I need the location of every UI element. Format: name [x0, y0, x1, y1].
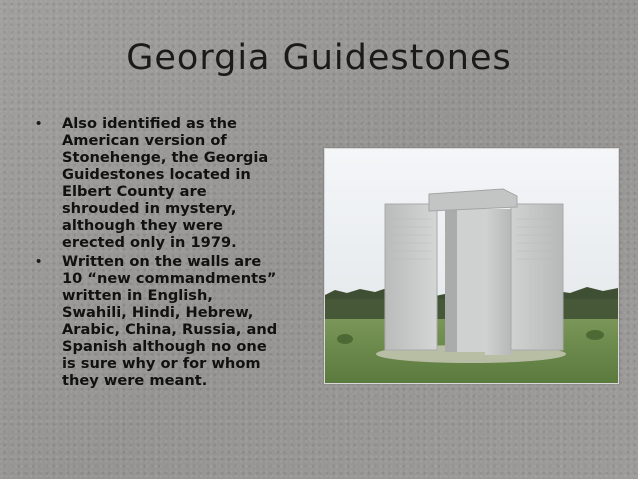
bullet-marker: • — [36, 115, 42, 132]
bullet-list — [36, 115, 311, 391]
bullet-item — [36, 253, 311, 389]
bullet-text: Also identified as the American version of Stonehenge, the Georgia Guidestones located in Elbert County are shrouded in mystery, although they were erected only in 1979. — [62, 115, 269, 251]
bullet-marker: • — [36, 253, 42, 270]
bullet-text: Written on the walls are 10 “new commandments” written in English, Swahili, Hindi, Hebrew, Arabic, China, Russia, and Spanish although no one is sure why or for whom they were meant. — [62, 253, 278, 389]
slide-title: Georgia Guidestones — [126, 38, 512, 78]
guidestones-photo — [324, 148, 619, 384]
bullet-item — [36, 115, 311, 251]
